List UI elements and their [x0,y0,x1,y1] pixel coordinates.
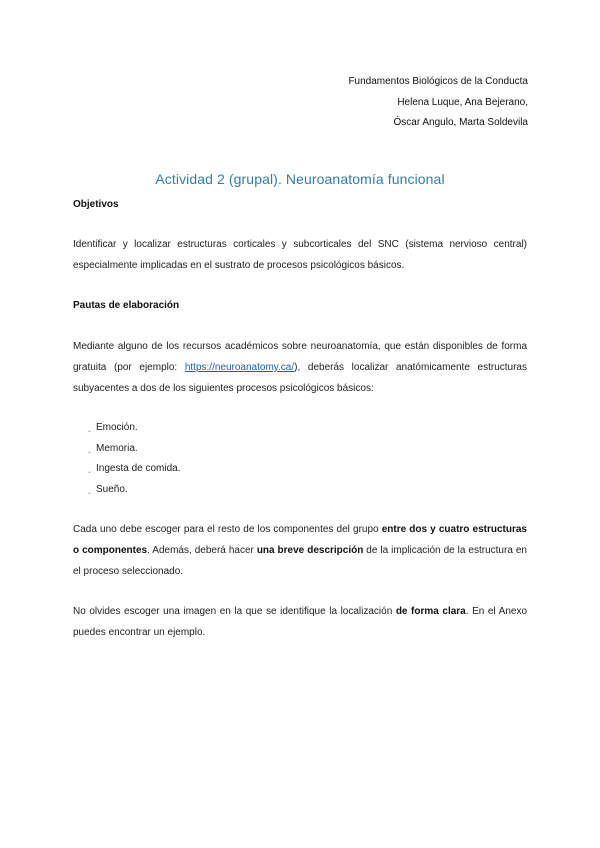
cada-text-3: de la implicación de la estructura en el proceso seleccionado. [73,545,527,577]
list-item [87,480,181,501]
list-item-label: Ingesta de comida. [96,463,181,474]
bullet-icon: ⌄ [87,448,93,455]
cada-text-2: . Además, deberá hacer [147,545,257,556]
heading-objetivos: Objetivos [73,199,119,210]
paragraph-image-note [73,601,527,643]
cada-bold-2: una breve descripción [256,545,364,556]
list-item [87,459,181,480]
list-item-label: Memoria. [96,442,138,454]
pautas-text-after: ), deberás localizar anatómicamente estructuras subyacentes a dos de los siguientes procesos psicológicos básicos: [73,362,527,394]
document-header [348,72,528,134]
neuroanatomy-link[interactable]: https://neuroanatomy.ca/ [184,362,295,373]
paragraph-instructions [73,519,527,582]
page-title: Actividad 2 (grupal). Neuroanatomía funcional [155,171,445,187]
pautas-text-before: Mediante alguno de los recursos académicos sobre neuroanatomía, que están disponibles de forma gratuita (por ejemplo: [73,341,527,373]
imagen-bold: de forma clara [395,606,466,617]
process-list [87,418,181,500]
cada-text-1: Cada uno debe escoger para el resto de los componentes del grupo [73,524,382,535]
list-item-label: Emoción. [96,422,138,433]
bullet-icon: ⌄ [87,489,93,496]
paragraph-objetivos: Identificar y localizar estructuras corticales y subcorticales del SNC (sistema nervioso central) especialmente implicadas en el sustrato de procesos psicológicos básicos. [73,239,527,271]
header-course: Fundamentos Biológicos de la Conducta [348,76,528,87]
bullet-icon: ⌄ [87,428,93,434]
imagen-text-2: . En el Anexo puedes encontrar un ejemplo. [73,606,528,638]
list-item-label: Sueño. [96,483,128,495]
heading-pautas: Pautas de elaboración [73,300,180,311]
bullet-icon: ⌄ [87,469,93,475]
header-authors-1: Helena Luque, Ana Bejerano, [397,96,528,108]
list-item [87,439,181,460]
cada-bold-1: entre dos y cuatro estructuras o componentes [73,524,527,556]
imagen-text-1: No olvides escoger una imagen en la que se identifique la localización [73,606,396,617]
list-item [87,418,181,439]
header-authors-2: Óscar Angulo, Marta Soldevila [393,117,528,128]
paragraph-pautas [73,336,527,399]
